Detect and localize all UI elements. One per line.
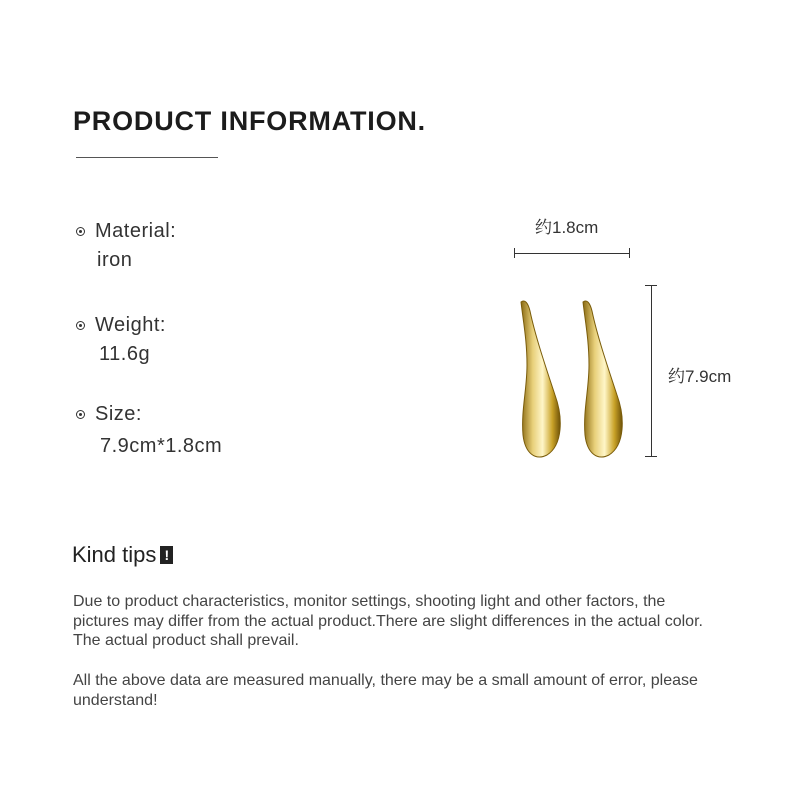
earring-left-icon — [521, 301, 560, 457]
earring-right-icon — [583, 301, 622, 457]
spec-value: iron — [97, 249, 133, 271]
earring-product-image — [505, 295, 635, 465]
bullet-icon — [76, 227, 85, 236]
spec-weight — [76, 314, 166, 366]
height-dimension-line — [645, 285, 657, 457]
spec-label: Weight: — [95, 314, 166, 336]
width-dimension-label: 约1.8cm — [535, 218, 599, 237]
kind-tips-title: Kind tips — [72, 542, 157, 567]
spec-value: 11.6g — [99, 343, 151, 365]
spec-value: 7.9cm*1.8cm — [100, 435, 223, 457]
kind-tips-heading — [72, 542, 173, 568]
tips-paragraph-1: Due to product characteristics, monitor settings, shooting light and other factors, the pictures may differ from the actual product.There are slight differences in the actual color. The actual product shall prevail. — [73, 593, 703, 649]
bullet-icon — [76, 321, 85, 330]
spec-label: Material: — [95, 220, 177, 242]
tips-paragraph-2: All the above data are measured manually, there may be a small amount of error, please understand! — [73, 672, 698, 709]
width-dimension-line — [514, 248, 630, 258]
spec-label: Size: — [95, 403, 142, 425]
height-dimension-label: 约7.9cm — [668, 367, 732, 386]
spec-size — [76, 403, 222, 458]
title-underline — [76, 157, 218, 158]
spec-material — [76, 220, 176, 272]
bullet-icon — [76, 410, 85, 419]
page-title: PRODUCT INFORMATION. — [73, 106, 426, 136]
exclamation-icon: ! — [160, 546, 173, 564]
